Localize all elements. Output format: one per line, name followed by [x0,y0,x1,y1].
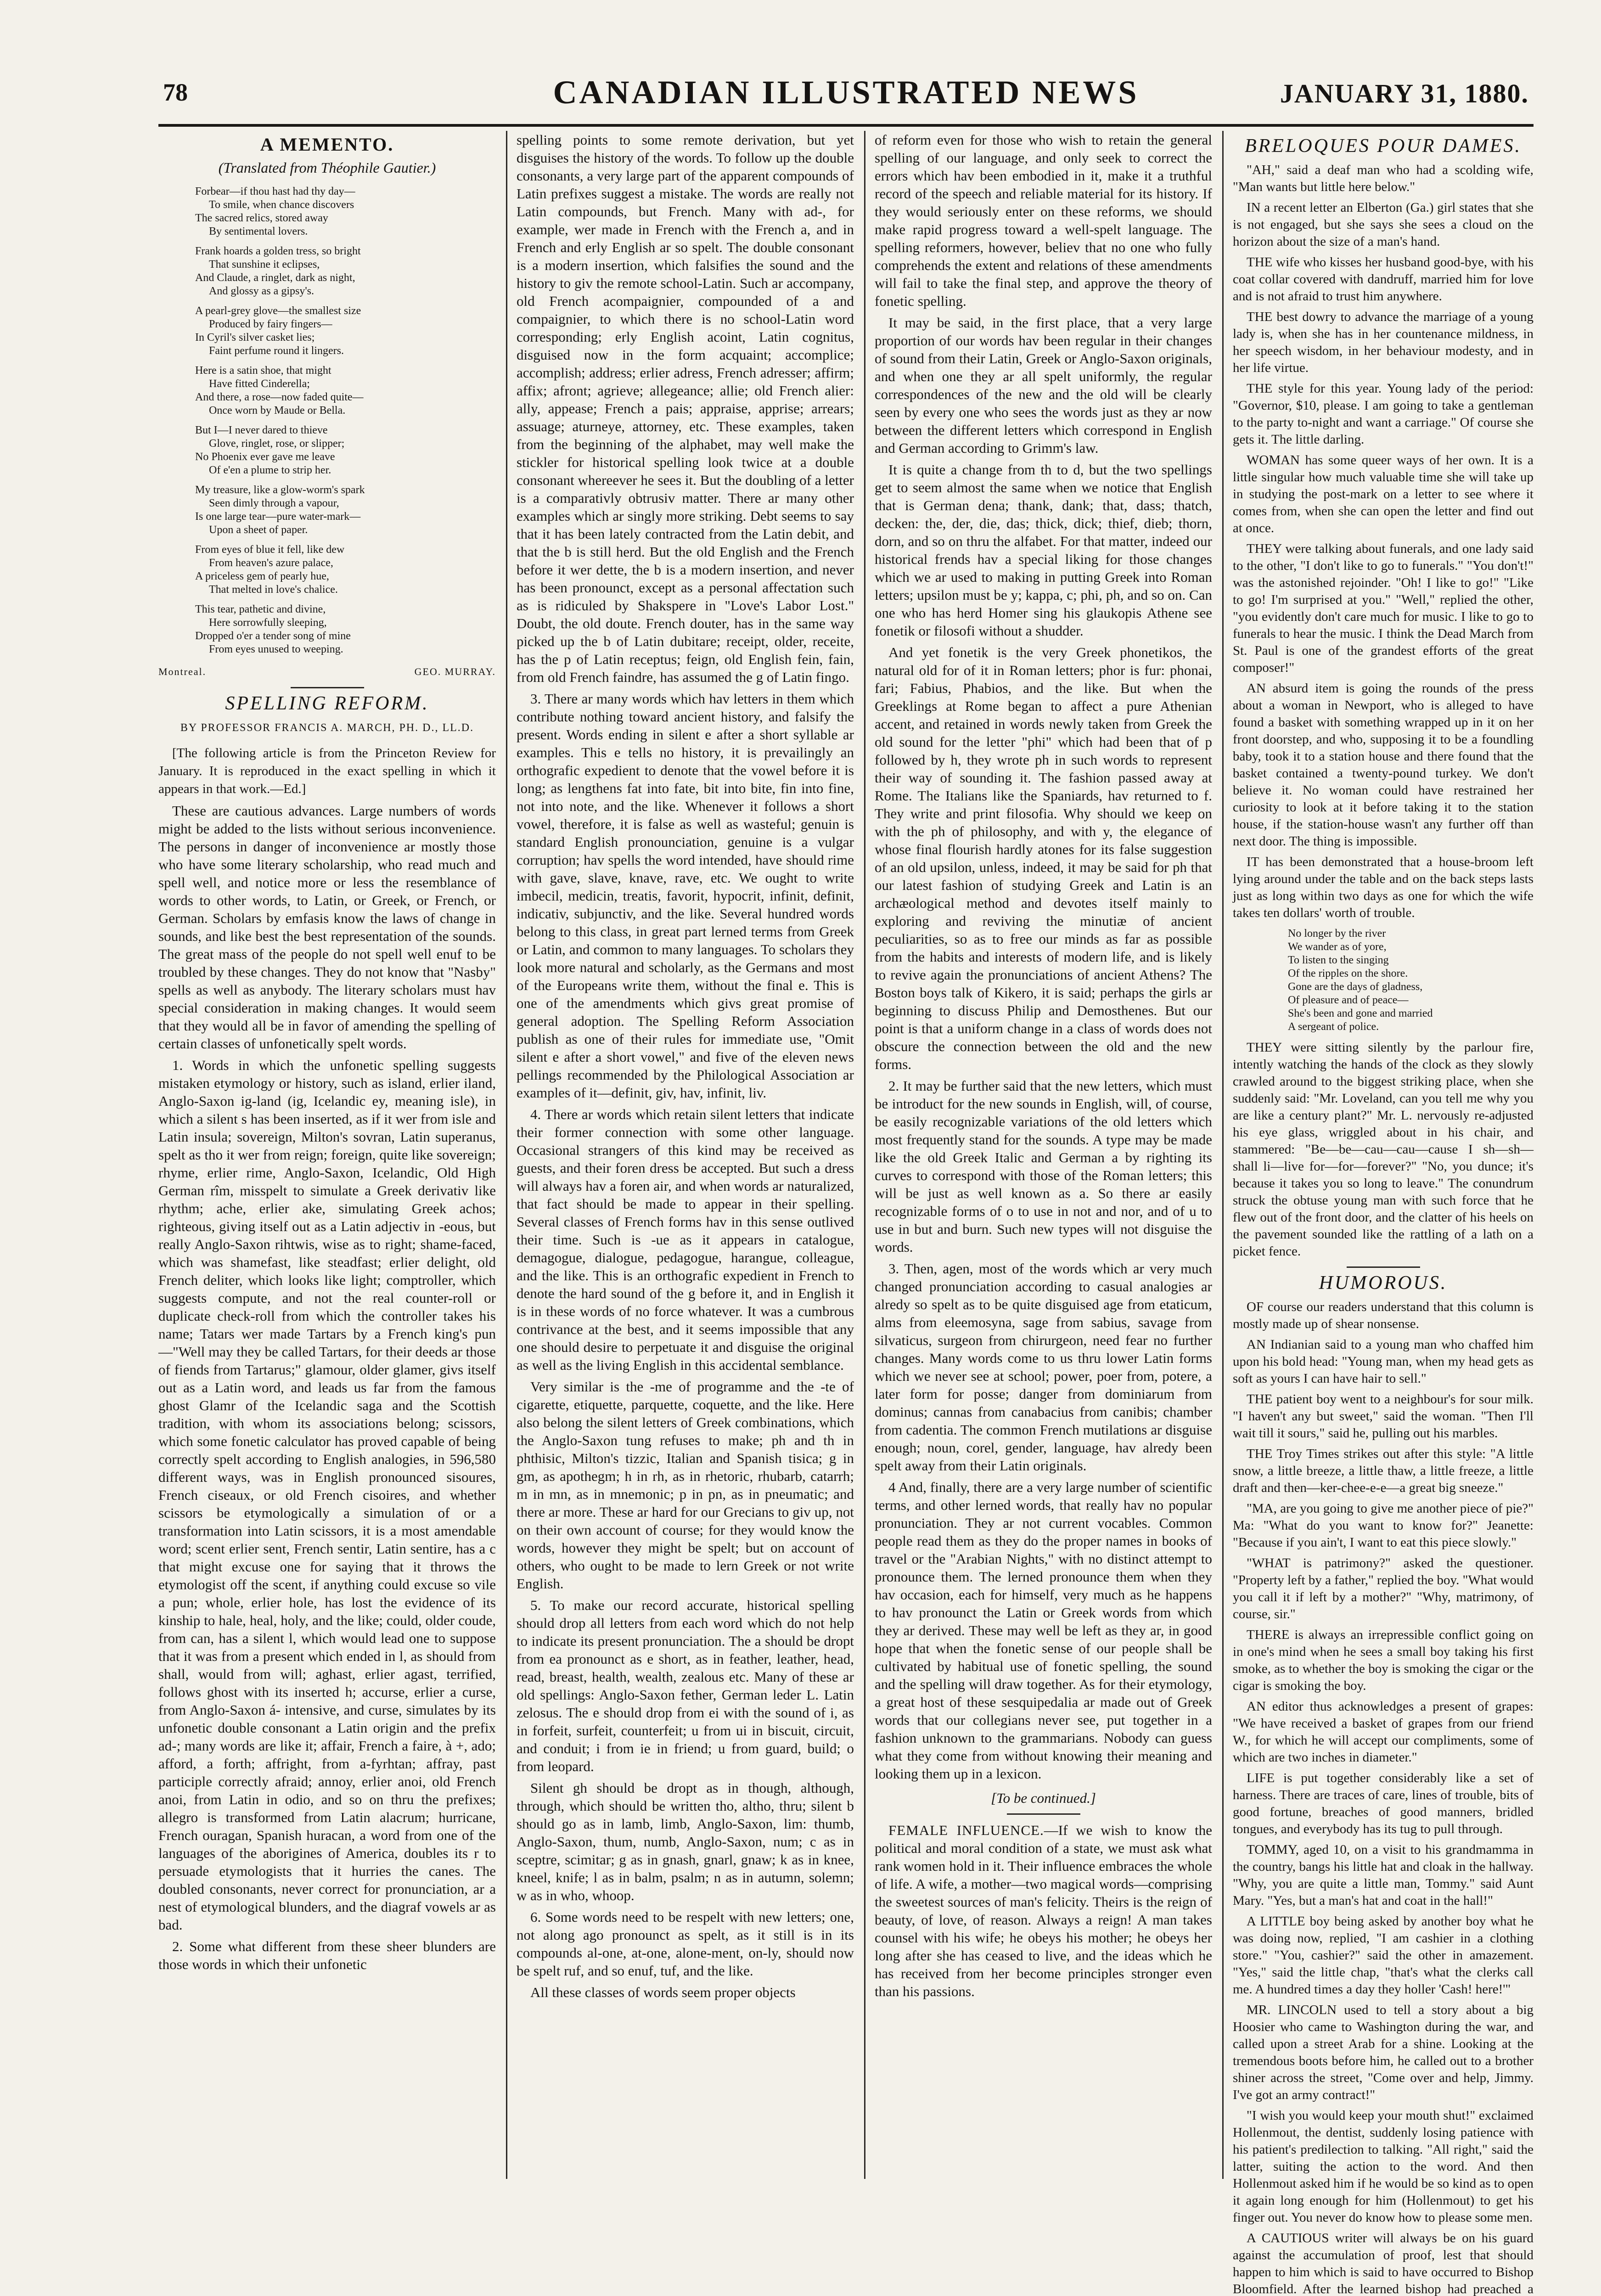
poem-line: That sunshine it eclipses, [209,259,320,270]
poem-stanza [195,543,496,597]
verse-line: Of the ripples on the shore. [1288,968,1408,979]
article-paragraph: These are cautious advances. Large numbers of words might be added to the lists without serious inconvenience. The persons in danger of inconvenience ar mostly those who have some literary scholarship, who read much and spell well, and notice more or less the resemblance of words to other words, to Latin, or Greek, or French, or German. Scholars by emfasis know the laws of change in sounds, and like best the best representation of the sounds. The great mass of the people do not spell well enuf to be troubled by these changes. They do not know that "Nasby" spells as well as anybody. The literary scholars must hav special consideration in making changes. It would seem that they would all be in favor of amending the spelling of certain classes of unfonetically spelt words. [158,803,496,1052]
memento-subtitle: (Translated from Théophile Gautier.) [218,159,436,176]
newspaper-title: CANADIAN ILLUSTRATED NEWS [553,74,1139,111]
humorous-item: A CAUTIOUS writer will always be on his guard against the accumulation of proof, lest that should happen to him which is said to have occurred to Bishop Bloomfield. After the learned bishop had preached a [1233,2231,1534,2296]
poem-line: A priceless gem of pearly hue, [195,570,329,582]
humorous-item: AN editor thus acknowledges a present of grapes: "We have received a basket of grapes from our friend W., for which he will accept our compliments, some of which are two inches in diameter." [1233,1699,1534,1765]
poem-line: No Phoenix ever gave me leave [195,451,335,463]
poem-line: That melted in love's chalice. [209,584,338,596]
column-1 [158,131,496,2179]
section-divider [1347,1266,1420,1268]
verse-line: No longer by the river [1288,928,1386,940]
article-paragraph: 4. There ar words which retain silent letters that indicate their former connection with some other language. Occasional strangers of this kind may be received as guests, and their foren dress be accepted. But such a dress will always hav a foren air, and when words ar naturalized, that fact should be made to appear in their spelling. Several classes of French forms hav in this sense outlived their time. Such is -ue as it appears in catalogue, demagogue, dialogue, pedagogue, harangue, colleague, and the like. This is an orthografic expedient in French to denote the hard sound of the g before it, and in English it is in these words of no force whatever. It was a cumbrous contrivance at the best, and it seems impossible that any one should desire to perpetuate it and disguise the original as well as the living English in this accidental semblance. [517,1106,854,1373]
poem-line: A pearl-grey glove—the smallest size [195,305,361,317]
breloque-item: AN absurd item is going the rounds of the press about a woman in Newport, who is alleged to have found a basket with something wrapped up in it on her front doorstep, and who, supposing it to be a foundling baby, took it to a station house and there found that the basket contained a twenty-pound turkey. We don't believe it. No woman could have restrained her curiosity to look at it before taking it to the station house, if the station-house wasn't any further off than next door. The thing is impossible. [1233,681,1534,849]
poem-line: Produced by fairy fingers— [209,318,332,330]
poem-line: This tear, pathetic and divine, [195,603,326,615]
poem-author: GEO. MURRAY. [414,666,496,677]
verse-line: Gone are the days of gladness, [1288,981,1423,993]
verse-line: She's been and gone and married [1288,1007,1433,1019]
article-paragraph: 3. Then, agen, most of the words which ar very much changed pronunciation according to casual analogies ar alredy so spelt as to be quite disguised age from etaticum, alms from eleemosyna, sage from sabius, savage from silvaticus, surgeon from chirurgeon, need fear no further changes. Many words come to us thru lower Latin forms which we never see at school; power, poer from, potere, a later form for posse; danger from dominiarum from dominus; cannas from canabacius from canibis; chamber from cadentia. The common French mutilations ar disguise enough; noun, corel, gender, language, hav alredy been spelt away from their Latin originals. [875,1261,1212,1474]
humorous-item: THE patient boy went to a neighbour's for sour milk. "I haven't any but sweet," said the woman. "Then I'll wait till it sours," said he, pulling out his marbles. [1233,1392,1534,1441]
article-paragraph: 2. Some what different from these sheer blunders are those words in which their unfonetic [158,1938,496,1972]
female-influence-text: —If we wish to know the political and moral condition of a state, we must ask what rank women hold in it. Their influence embraces the whole of life. A wife, a mother—two magical words—comprising the sweetest sources of man's felicity. Theirs is the reign of beauty, of love, of reason. Always a reign! A man takes counsel with his wife; he obeys his mother; he obeys her long after she has ceased to live, and the ideas which he has received from her become principles stronger even than his passions. [875,1822,1212,1999]
article-paragraph: of reform even for those who wish to retain the general spelling of our language, and only seek to correct the errors which hav been embodied in it, make it a truthful record of the speech and reliable material for its history. If they would seriously enter on these reforms, we should make rapid progress toward a well-spelt language. The spelling reformers, however, believ that no one who fully comprehends the extent and relations of these amendments will fail to take the final step, and approve the theory of fonetic spelling. [875,132,1212,309]
poem-line: From eyes of blue it fell, like dew [195,544,345,556]
poem-line: In Cyril's silver casket lies; [195,332,315,343]
humorous-item: A LITTLE boy being asked by another boy what he was doing now, replied, "I am cashier in a clothing store." "You, cashier?" said the other in amazement. "Yes," said the little chap, "that's what the clerks call me. A hundred times a day they holler 'Cash! here!'" [1233,1914,1534,1997]
article-paragraph: All these classes of words seem proper objects [530,1984,796,2000]
poem-line: And Claude, a ringlet, dark as night, [195,272,355,284]
breloque-item: WOMAN has some queer ways of her own. It is a little singular how much valuable time she will take up in studying the post-mark on a letter to see where it comes from, when she can open the letter and find out at once. [1233,453,1534,535]
poem-line: From eyes unused to weeping. [209,643,343,655]
humorous-item: "I wish you would keep your mouth shut!" exclaimed Hollenmout, the dentist, suddenly losing patience with his patient's predilection to talking. "All right," said the latter, suiting the action to the word. And then Hollenmout asked him if he would be so kind as to open it again long enough for him (Hollenmout) to get his finger out. You never do know how to please some men. [1233,2108,1534,2225]
humorous-item: AN Indianian said to a young man who chaffed him upon his bold head: "Young man, when my head gets as soft as yours I can have hair to sell." [1233,1337,1534,1386]
article-paragraph: It is quite a change from th to d, but the two spellings get to seem almost the same when we notice that English that is German dena; thank, dank; that, dass; thatch, decken: the, der, die, das; thick, dick; thief, dieb; thorn, dorn, and so on thru the alfabet. For that matter, indeed our historical frends hav a special liking for those changes which we ar used to making in putting Greek into Roman letters; upsilon must be y; kappa, c; phi, ph, and so on. Can one who has herd Homer sing his glaukopis Athene see fonetik or filosofi without a shudder. [875,461,1212,639]
poem-line: Seen dimly through a vapour, [209,497,339,509]
verse-line: To listen to the singing [1288,954,1389,966]
column-3 [875,131,1212,2179]
humorous-item: TOMMY, aged 10, on a visit to his grandmamma in the country, bangs his little hat and cloak in the hallway. "Why, you are quite a little man, Tommy." said Aunt Mary. "Yes, but a man's hat and coat in the hall!" [1233,1842,1534,1908]
article-paragraph: 4 And, finally, there are a very large number of scientific terms, and other lerned words, that really hav no popular pronunciation. They ar not current vocables. Common people read them as they do the proper names in books of travel or the "Arabian Nights," with no distinct attempt to pronounce them. The lerned pronounce them when they hav occasion, each for himself, very much as he happens to hav pronounct the Latin or Greek words from which they ar derived. These may well be left as they ar, in good hope that when the fonetic sense of our people shall be cultivated by habitual use of fonetic spelling, the sound and the spelling will draw together. As for their etymology, a great host of these sesquipedalia ar made out of Greek words that our collegians never see, put together in a fashion unknown to the grammarians. Nobody can guess what they come from without knowing their meaning and looking them up in a lexicon. [875,1479,1212,1782]
column-4 [1233,131,1534,2296]
humorous-item: THERE is always an irrepressible conflict going on in one's mind when he sees a small boy taking his first smoke, as to whether the boy is smoking the cigar or the cigar is smoking the boy. [1233,1627,1534,1693]
column-rule [864,131,865,2179]
poem-line: By sentimental lovers. [209,225,308,237]
poem-line: And glossy as a gipsy's. [209,285,314,297]
page-number: 78 [163,79,188,106]
poem-line: Dropped o'er a tender song of mine [195,630,351,642]
breloques-title: BRELOQUES POUR DAMES. [1244,135,1522,157]
editor-note: [The following article is from the Princeton Review for January. It is reproduced in the exact spelling in which it appears in that work.—Ed.] [158,746,496,796]
poem-place: Montreal. [158,666,207,677]
poem-line: To smile, when chance discovers [209,199,354,211]
poem-line: Is one large tear—pure water-mark— [195,511,361,523]
poem-line: My treasure, like a glow-worm's spark [195,484,365,496]
poem-line: But I—I never dared to thieve [195,424,328,436]
article-paragraph: Very similar is the -me of programme and the -te of cigarette, etiquette, parquette, coquette, and the like. Here also belong the silent letters of Greek combinations, which the Anglo-Saxon tung refuses to make; ph and th in phthisic, Milton's tizzic, Italian and Spanish tisica; g in gm, as apothegm; h in rh, as in rhetoric, rhubarb, catarrh; m in mn, as in mnemonic; p in pn, as in pneumatic; and there ar more. These ar hard for our Grecians to giv up, not on their own account of course; for they would know the words, however they might be spelt; but on account of others, who ought to be made to lern Greek or not write English. [517,1379,854,1592]
breloque-item: IN a recent letter an Elberton (Ga.) girl states that she is not engaged, but she says she sees a cloud on the horizon about the size of a man's hand. [1233,200,1534,249]
spelling-reform-title: SPELLING REFORM. [225,693,429,714]
poem-line: Upon a sheet of paper. [209,524,308,536]
spelling-reform-byline: BY PROFESSOR FRANCIS A. MARCH, PH. D., LL.D. [180,722,474,734]
poem-line: Here is a satin shoe, that might [195,365,331,377]
to-be-continued: [To be continued.] [991,1790,1096,1806]
poem-line: Of e'en a plume to strip her. [209,464,331,476]
poem-stanza [195,185,496,238]
poem-stanza [195,484,496,537]
breloque-item: THEY were talking about funerals, and one lady said to the other, "I don't like to go to funerals." "You don't!" was the astonished rejoinder. "Oh! I like to go!" "Like to go! I'm surprised at you." "Well," replied the other, "you evidently don't care much for music. I like to go to funerals to hear the music. I think the Dead March from St. Paul is one of the grandest efforts of the great composer!" [1233,541,1534,675]
poem-line: Frank hoards a golden tress, so bright [195,245,361,257]
poem-line: Here sorrowfully sleeping, [209,617,327,629]
poem-line: Glove, ringlet, rose, or slipper; [209,438,345,450]
poem-line: Faint perfume round it lingers. [209,345,344,357]
article-paragraph: 6. Some words need to be respelt with new letters; one, not along ago pronounct as spelt, as it still is in its compounds al-one, at-one, alone-ment, on-ly, should now be spelt ruf, and so enuf, tuf, and the like. [517,1909,854,1979]
memento-title: A MEMENTO. [260,134,394,155]
poem-signature [158,663,496,681]
breloque-verse [1288,927,1534,1034]
poem-line: Once worn by Maude or Bella. [209,405,346,416]
article-paragraph: It may be said, in the first place, that a very large proportion of our words hav been regular in their changes of sound from their Latin, Greek or Anglo-Saxon originals, and when one they ar all spelt uniformly, the regular correspondences of the new and the old will be clearly seen by every one who sees the words just as they ar now between the different letters which correspond in English and German according to Grimm's law. [875,315,1212,456]
humorous-item: "MA, are you going to give me another piece of pie?" Ma: "What do you want to know for?" Jeanette: "Because if you ain't, I want to eat this piece slowly." [1233,1501,1534,1550]
section-divider [1007,1813,1080,1815]
article-paragraph: 2. It may be further said that the new letters, which must be introduct for the new sounds in English, will, of course, be easily recognizable variations of the old letters which most frequently stand for the sounds. A type may be made like the old Greek Italic and German a by righting its curves to correspond with those of the Roman letters; this will be just as well known as a. So there ar easily recognizable forms of o to use in not and nor, and of u to use in but and burn. Such new types will not disguise the words. [875,1078,1212,1255]
section-divider [291,687,364,688]
column-rule [1222,131,1224,2179]
humorous-item: LIFE is put together considerably like a set of harness. There are traces of care, lines of trouble, bits of good fortune, breaches of good manners, bridled tongues, and everybody has its tug to pull through. [1233,1771,1534,1836]
poem-stanza [195,364,496,417]
article-paragraph: Silent gh should be dropt as in though, although, through, which should be written tho, altho, thru; silent b should go as in lamb, limb, Anglo-Saxon, lim: thumb, Anglo-Saxon, thum, numb, Anglo-Saxon, num; c as in sceptre, scimitar; g as in gnash, gnarl, gnaw; k as in knee, kneel, knife; l as in balm, psalm; n as in autumn, solemn; w as in who, whoop. [517,1780,854,1903]
article-paragraph: 5. To make our record accurate, historical spelling should drop all letters from each word which do not help to indicate its present pronunciation. The a should be dropt from ea pronounct as e short, as in feather, leather, head, read, breast, health, wealth, zealous etc. Many of these ar old spellings: Anglo-Saxon fether, German leder L. Latin zelosus. The e should drop from ei with the sound of i, as in forfeit, surfeit, counterfeit; u from ui in biscuit, circuit, and conduit; i from ie in friend; u from guard, build; o from leopard. [517,1597,854,1774]
verse-line: We wander as of yore, [1288,941,1387,953]
humorous-item: MR. LINCOLN used to tell a story about a big Hoosier who came to Washington during the war, and called upon a street Arab for a shine. Looking at the tremendous boots before him, he called out to a brother shiner across the street, "Come over and help, Jimmy. I've got an army contract!" [1233,2003,1534,2102]
poem-stanza [195,245,496,298]
poem-stanza [195,424,496,477]
poem-line: Have fitted Cinderella; [209,378,310,390]
humorous-item: THE Troy Times strikes out after this style: "A little snow, a little breeze, a little thaw, a little freeze, a little draft and then—ker-chee-e-e—a great big sneeze." [1233,1446,1534,1495]
humorous-item: OF course our readers understand that this column is mostly made up of shear nonsense. [1233,1300,1534,1331]
page-header [158,69,1534,127]
article-paragraph: And yet fonetik is the very Greek phonetikos, the natural old for of it in Roman letters; phor is fur: phonai, fari; Fabius, Phabios, and the like. But when the Greeklings at Rome began to affect a pure Athenian accent, and retained in words newly taken from Greek the old sound for the letter "phi" which had been that of p followed by h, they wrote ph in such words to represent their way of sounding it. The fashion passed away at Rome. The Italians like the Spaniards, hav returned to f. They write and print filosofia. Why should we keep on with the ph of philosophy, and with y, the elegance of whose final flourish hardly atones for its false suggestion of an old upsilon, unless, indeed, it may be said for ph that our latest fashion of studying Greek and Latin is an archæological method and devotes itself mainly to exploring and reviving the minutiæ of ancient peculiarities, so as to free our minds as far as possible from the habits and interests of modern life, and is likely to revive again the pronunciations of ancient Athens? The Boston boys talk of Kikero, it is said; perhaps the girls ar beginning to discuss Philip and Demosthenes. But our point is that a uniform change in a class of words does not obscure the connection between the old and the new forms. [875,644,1212,1072]
article-paragraph: 3. There ar many words which hav letters in them which contribute nothing toward ancient history, and falsify the present. Words ending in silent e after a short syllable ar examples. This e tells no history, it is prevailingly an orthografic expedient to denote that the vowel before it is long; as lengthens fat into fate, bit into bite, fin into fine, not into note, and the like. Whenever it follows a short vowel, therefore, it is false as well as wasteful; genuin is standard English pronounciation, genuine is a vulgar corruption; hav spells the word intended, have should rime with gave, slave, knave, rave, etc. We ought to write imbecil, medicin, treatis, favorit, hypocrit, infinit, definit, indicativ, subjunctiv, and the like. Several hundred words belong to this class, in great part lerned terms from Greek or Latin, and common to many languages. To scholars they look more natural and scholarly, as the Germans and most of the Europeans write them, without the final e. This is one of the amendments which givs great promise of general adoption. The Spelling Reform Association publish as one of their rules for immediate use, "Omit silent e after a short vowel," and five of the eleven news pellings recommended by the Philological Association ar examples of it—definit, giv, hav, infinit, liv. [517,691,854,1101]
article-paragraph: spelling points to some remote derivation, but yet disguises the history of the words. To follow up the double consonants, a very large part of the apparent compounds of Latin prefixes suggest a mistake. The words are really not Latin compounds, but French. Many with ad-, for example, wer made in French with the French a, and in French and erly English ar so spelt. The double consonant is a modern insertion, which falsifies the sound and the history to giv the remote school-Latin. Such ar accompany, old French acompaignier, compounded of a and compaignier, to which there is no school-Latin word corresponding; erly English acoint, Latin cognitus, disguised now in the form acquaint; accomplice; accomplish; address; erlier adress, French adresser; affirm; affix; afront; agrieve; allegeance; allie; old French alier: ally, appease; French a pais; appraise, apprise; arrears; assuage; aturneye, attorney, etc. These examples, taken from the beginning of the alphabet, may well make the stickler for historical spelling look twice at a double consonant whereever he sees it. But the doubling of a letter is a comparativly obtrusiv matter. There ar many other examples which ar singly more striking. Debt seems to say that it has been lately contracted from the Latin debit, and that the b is still herd. But the old English and the French before it wer dette, the b is a modern insertion, and never has been pronounct, except as a personal affectation such as is ridiculed by Shakspere in "Love's Labor Lost." Doubt, the old doute. French douter, has in the same way picked up the b of Latin dubitare; receipt, older, receite, has the p of Latin receptus; feign, old English fein, fain, from old French faindre, has assumed the g of Latin fingo. [517,132,854,685]
poem-line: And there, a rose—now faded quite— [195,391,364,403]
poem-line: Forbear—if thou hast had thy day— [195,186,355,197]
breloque-item: THE wife who kisses her husband good-bye, with his coat collar covered with dandruff, married him for love and is not afraid to trust him anywhere. [1233,255,1534,304]
humorous-item: "WHAT is patrimony?" asked the questioner. "Property left by a father," replied the boy. "What would you call it if left by a mother?" "Why, matrimony, of course, sir." [1233,1556,1534,1621]
breloque-item: THE best dowry to advance the marriage of a young lady is, when she has in her countenance mildness, in her speech wisdom, in her behaviour modesty, and in her life virtue. [1233,310,1534,375]
issue-date: JANUARY 31, 1880. [1280,79,1529,108]
humorous-title: HUMOROUS. [1319,1272,1448,1294]
column-rule [506,131,507,2179]
article-paragraph: 1. Words in which the unfonetic spelling suggests mistaken etymology or history, such as island, erlier iland, Anglo-Saxon ig-land (ig, Icelandic ey, meaning isle), in which a silent s has been inserted, as if it wer from isle and Latin insula; sovereign, Milton's sovran, Latin superanus, spelt as tho it wer from reign; foreign, quite like sovereign; rhyme, erlier rime, Anglo-Saxon, Icelandic, Old High German rîm, misspelt to simulate a Greek derivativ like rhythm; ache, erlier ake, simulating Greek achos; righteous, giving itself out as a Latin adjectiv in -eous, but really Anglo-Saxon rihtwis, wise as to right; shame-faced, which was shamefast, like steadfast; erlier delight, old French deliter, which looks like light; comptroller, which suggests compute, and not the real counter-roll or duplicate check-roll from which the controller takes his name; Tatars wer made Tartars by a French king's pun—"Well may they be called Tartars, for their deeds ar those of fiends from Tartarus;" glamour, older glamer, givs itself out as a Latin word, and leads us far from the famous ghost Glamr of the Icelandic saga and the Scottish tradition, with whom its associations belong; scissors, which some fonetic calculator has proved capable of being correctly spelt according to English analogies, in 596,580 different ways, was in English pronounced sisoures, French ciseaux, or old French cisoires, and whether scissors be etymologically a simulation of or a transformation into Latin scissors, it is a most amendable word; scent erlier sent, French sentir, Latin sentire, has a c that might excuse one for saying that it throws the etymologist off the scent, if anything could excuse so vile a pun; whole, erlier hole, has lost the evidence of its kinship to hale, heal, holy, and the like; could, older coude, from can, has a silent l, which would lead one to suppose that it was from a present which ended in l, as should from shall, would from will; aghast, erlier agast, terrified, follows ghost with its inserted h; accurse, erlier a curse, from Anglo-Saxon á- intensive, and curse, simulates by its unfonetic double consonant a Latin origin and the prefix ad-; many words are like it; affair, French a faire, à +, ado; afford, a forth; affright, from a-fyrhtan; affray, past participle correctly afraid; annoy, erlier anoi, old French anoi, from Latin in odio, and so on thru the prefixes; allegro is transformed from Latin alacrum; hurricane, French ouragan, Spanish huracan, a word from one of the languages of the aborigines of America, doubles its r to persuade etymologists that it hurries the canes. The doubled consonants, never correct for pronunciation, ar a nest of etymological blunders, and the diagraf vowels ar as bad. [158,1057,496,1933]
breloque-item: THE style for this year. Young lady of the period: "Governor, $10, please. I am going to take a gentleman to the party to-night and want a carriage." Of course she gets it. The little darling. [1233,381,1534,447]
memento-poem [195,185,496,656]
poem-line: The sacred relics, stored away [195,212,328,224]
female-influence-heading: FEMALE INFLUENCE. [888,1822,1044,1838]
breloque-item: THEY were sitting silently by the parlour fire, intently watching the hands of the clock as they slowly crawled around to the biggest striking place, when she suddenly said: "Mr. Loveland, can you tell me why you are like a century plant?" Mr. L. nervously re-adjusted his eye glass, wriggled about in his chair, and stammered: "Be—be—cau—cau—cause I sh—sh—shall li—live for—for—forever?" "No, you dunce; it's because it takes you so long to leave." The conundrum struck the obtuse young man with such force that he flew out of the front door, and the clatter of his heels on the pavement sounded like the rattling of a lath on a picket fence. [1233,1040,1534,1259]
poem-stanza [195,304,496,358]
breloque-item: "AH," said a deaf man who had a scolding wife, "Man wants but little here below." [1233,163,1534,194]
poem-line: From heaven's azure palace, [209,557,333,569]
verse-line: A sergeant of police. [1288,1021,1379,1033]
column-2 [517,131,854,2179]
female-influence-paragraph [875,1821,1212,2000]
verse-line: Of pleasure and of peace— [1288,994,1409,1006]
poem-stanza [195,603,496,656]
breloque-item: IT has been demonstrated that a house-broom left lying around under the table and on the back steps lasts just as long within two days as one for which the wife takes ten dollars' worth of trouble. [1233,855,1534,920]
